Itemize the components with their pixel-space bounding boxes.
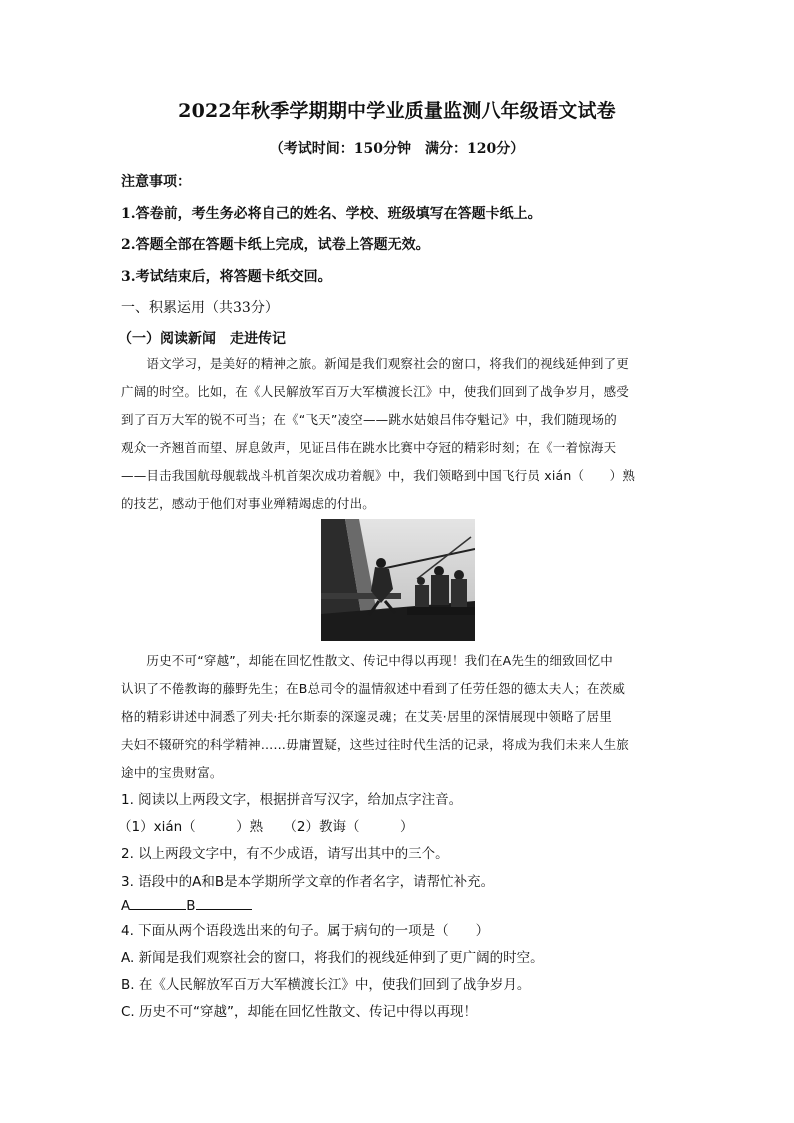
- page-title: 2022年秋季学期期中学业质量监测八年级语文试卷: [178, 100, 616, 122]
- passage-line: ——目击我国航母舰载战斗机首架次成功着舰》中，我们领略到中国飞行员 xián（ ）熟: [121, 468, 636, 483]
- passage-line: 到了百万大军的锐不可当；在《“飞天”凌空——跳水姑娘吕伟夺魁记》中，我们随现场的: [121, 412, 617, 427]
- exam-subtitle: （考试时间：150分钟 满分：120分）: [269, 141, 525, 157]
- passage-line: 广阔的时空。比如，在《人民解放军百万大军横渡长江》中，使我们回到了战争岁月，感受: [121, 384, 630, 399]
- question-1-parts: （1）xián（ ）熟 （2）教诲（ ）: [118, 819, 414, 835]
- section-heading: 一、积累运用（共33分）: [121, 300, 279, 316]
- question-4-option-a: A. 新闻是我们观察社会的窗口，将我们的视线延伸到了更广阔的时空。: [121, 950, 544, 966]
- question-3: 3. 语段中的A和B是本学期所学文章的作者名字，请帮忙补充。: [121, 874, 495, 890]
- blank-b-line[interactable]: [196, 896, 252, 910]
- blank-a-label: A: [121, 898, 131, 914]
- passage-news: [121, 350, 674, 518]
- blank-b-label: B: [186, 898, 196, 914]
- sub-section-heading: （一）阅读新闻 走进传记: [118, 331, 286, 347]
- notice-item-2: 2.答题全部在答题卡纸上完成，试卷上答题无效。: [121, 237, 430, 253]
- notice-item-1: 1.答卷前，考生务必将自己的姓名、学校、班级填写在答题卡纸上。: [121, 206, 542, 222]
- question-4-option-b: B. 在《人民解放军百万大军横渡长江》中，使我们回到了战争岁月。: [121, 977, 531, 993]
- soldiers-boarding-ship-photo: [321, 519, 475, 641]
- question-1: 1. 阅读以上两段文字，根据拼音写汉字，给加点字注音。: [121, 792, 463, 808]
- question-2: 2. 以上两段文字中，有不少成语，请写出其中的三个。: [121, 846, 449, 862]
- passage-line: 语文学习，是美好的精神之旅。新闻是我们观察社会的窗口，将我们的视线延伸到了更: [121, 356, 630, 371]
- question-4-option-c: C. 历史不可“穿越”，却能在回忆性散文、传记中得以再现！: [121, 1004, 477, 1020]
- passage-line: 途中的宝贵财富。: [121, 765, 223, 780]
- passage-line: 观众一齐翘首而望、屏息敛声，见证吕伟在跳水比赛中夺冠的精彩时刻；在《一着惊海天: [121, 440, 617, 455]
- question-3-blanks: [121, 896, 252, 914]
- question-4: 4. 下面从两个语段选出来的句子。属于病句的一项是（ ）: [121, 923, 490, 939]
- historical-photo: [321, 519, 475, 641]
- notice-heading: 注意事项：: [121, 174, 191, 190]
- blank-a-line[interactable]: [130, 896, 186, 910]
- notice-item-3: 3.考试结束后，将答题卡纸交回。: [121, 269, 332, 285]
- passage-line: 夫妇不辍研究的科学精神……毋庸置疑，这些过往时代生活的记录，将成为我们未来人生旅: [121, 737, 630, 752]
- passage-line: 历史不可“穿越”，却能在回忆性散文、传记中得以再现！我们在A先生的细致回忆中: [121, 653, 614, 668]
- passage-line: 认识了不倦教诲的藤野先生；在B总司令的温情叙述中看到了任劳任怨的德太夫人；在茨威: [121, 681, 626, 696]
- passage-line: 的技艺，感动于他们对事业殚精竭虑的付出。: [121, 496, 376, 511]
- passage-line: 格的精彩讲述中洞悉了列夫·托尔斯泰的深邃灵魂；在艾芙·居里的深情展现中领略了居里: [121, 709, 612, 724]
- passage-biography: [121, 647, 674, 787]
